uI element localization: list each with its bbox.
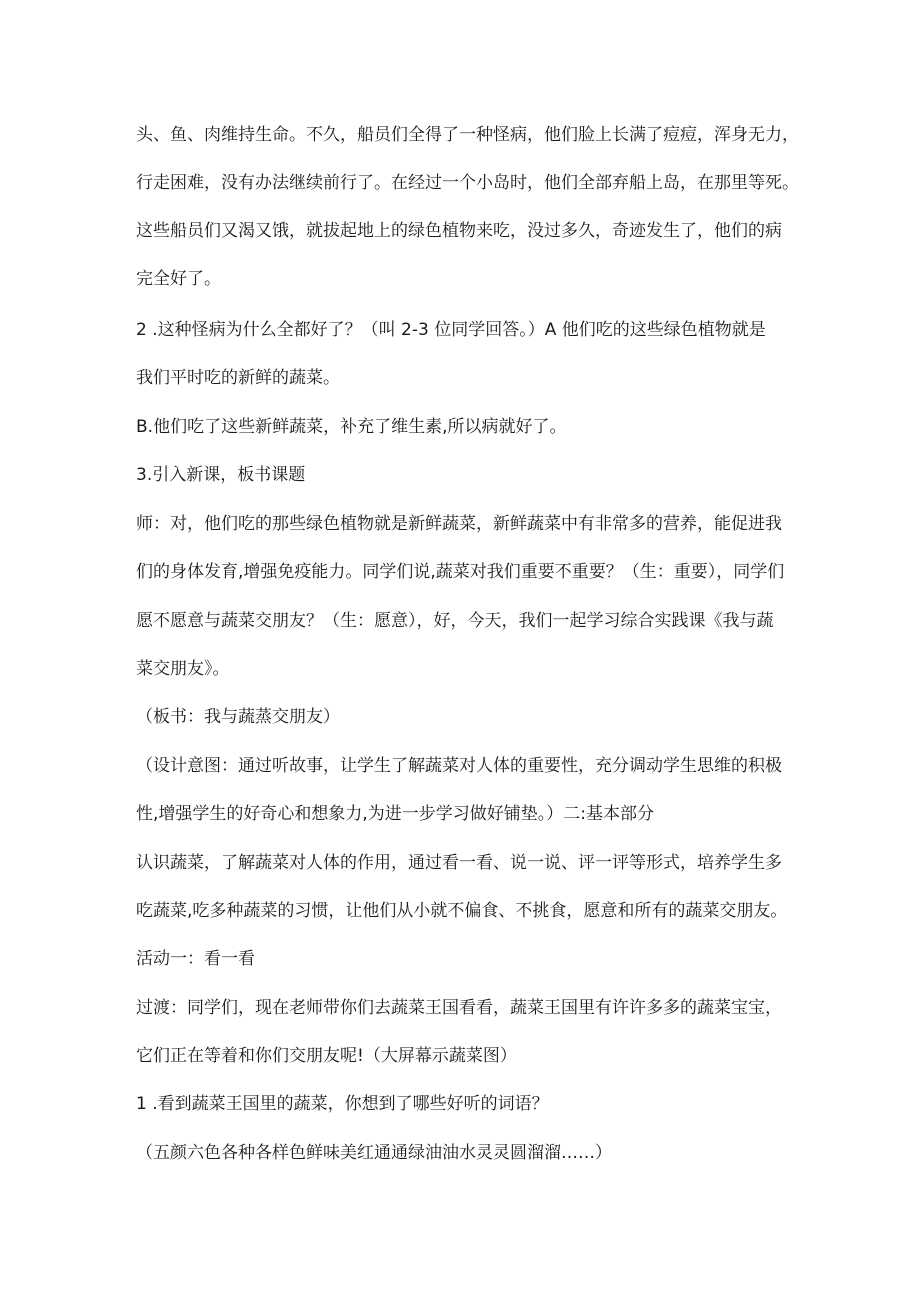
text-line: 认识蔬菜，了解蔬菜对人体的作用，通过看一看、说一说、评一评等形式，培养学生多 (136, 853, 782, 873)
text-line: 行走困难，没有办法继续前行了。在经过一个小岛时，他们全部弃船上岛，在那里等死。 (136, 173, 799, 193)
text-line: 吃蔬菜,吃多种蔬菜的习惯，让他们从小就不偏食、不挑食，愿意和所有的蔬菜交朋友。 (136, 901, 788, 921)
text-line: 活动一：看一看 (136, 949, 255, 969)
text-line: 1 .看到蔬菜王国里的蔬菜，你想到了哪些好听的词语？ (136, 1094, 549, 1114)
text-line: 2 .这种怪病为什么全都好了？（叫 2-3 位同学回答。）A 他们吃的这些绿色植物就是 (136, 320, 766, 340)
text-line: 这些船员们又渴又饿，就拔起地上的绿色植物来吃，没过多久，奇迹发生了，他们的病 (136, 221, 782, 241)
text-line: 过渡：同学们，现在老师带你们去蔬菜王国看看，蔬菜王国里有许许多多的蔬菜宝宝， (136, 998, 782, 1018)
text-line: 性,增强学生的好奇心和想象力,为进一步学习做好铺垫。）二:基本部分 (136, 804, 655, 824)
text-line: （板书：我与蔬蒸交朋友） (136, 707, 340, 727)
text-line: 头、鱼、肉维持生命。不久，船员们全得了一种怪病，他们脸上长满了痘痘，浑身无力， (136, 125, 799, 145)
text-line: 3.引入新课，板书课题 (136, 465, 306, 485)
text-line: （设计意图：通过听故事，让学生了解蔬菜对人体的重要性，充分调动学生思维的积极 (136, 756, 782, 776)
text-line: （五颜六色各种各样色鲜味美红通通绿油油水灵灵圆溜溜……） (136, 1143, 612, 1163)
text-line: 们的身体发育,增强免疫能力。同学们说,蔬菜对我们重要不重要？（生：重要），同学们 (136, 562, 785, 582)
text-line: 我们平时吃的新鲜的蔬菜。 (136, 368, 340, 388)
text-line: B.他们吃了这些新鲜蔬菜，补充了维生素,所以病就好了。 (136, 417, 567, 437)
text-line: 它们正在等着和你们交朋友呢!（大屏幕示蔬菜图） (136, 1046, 517, 1066)
text-line: 完全好了。 (136, 269, 221, 289)
text-line: 师：对，他们吃的那些绿色植物就是新鲜蔬菜，新鲜蔬菜中有非常多的营养，能促进我 (136, 514, 782, 534)
text-line: 菜交朋友》。 (136, 659, 230, 679)
text-line: 愿不愿意与蔬菜交朋友？（生：愿意），好，今天，我们一起学习综合实践课《我与蔬 (136, 611, 774, 631)
